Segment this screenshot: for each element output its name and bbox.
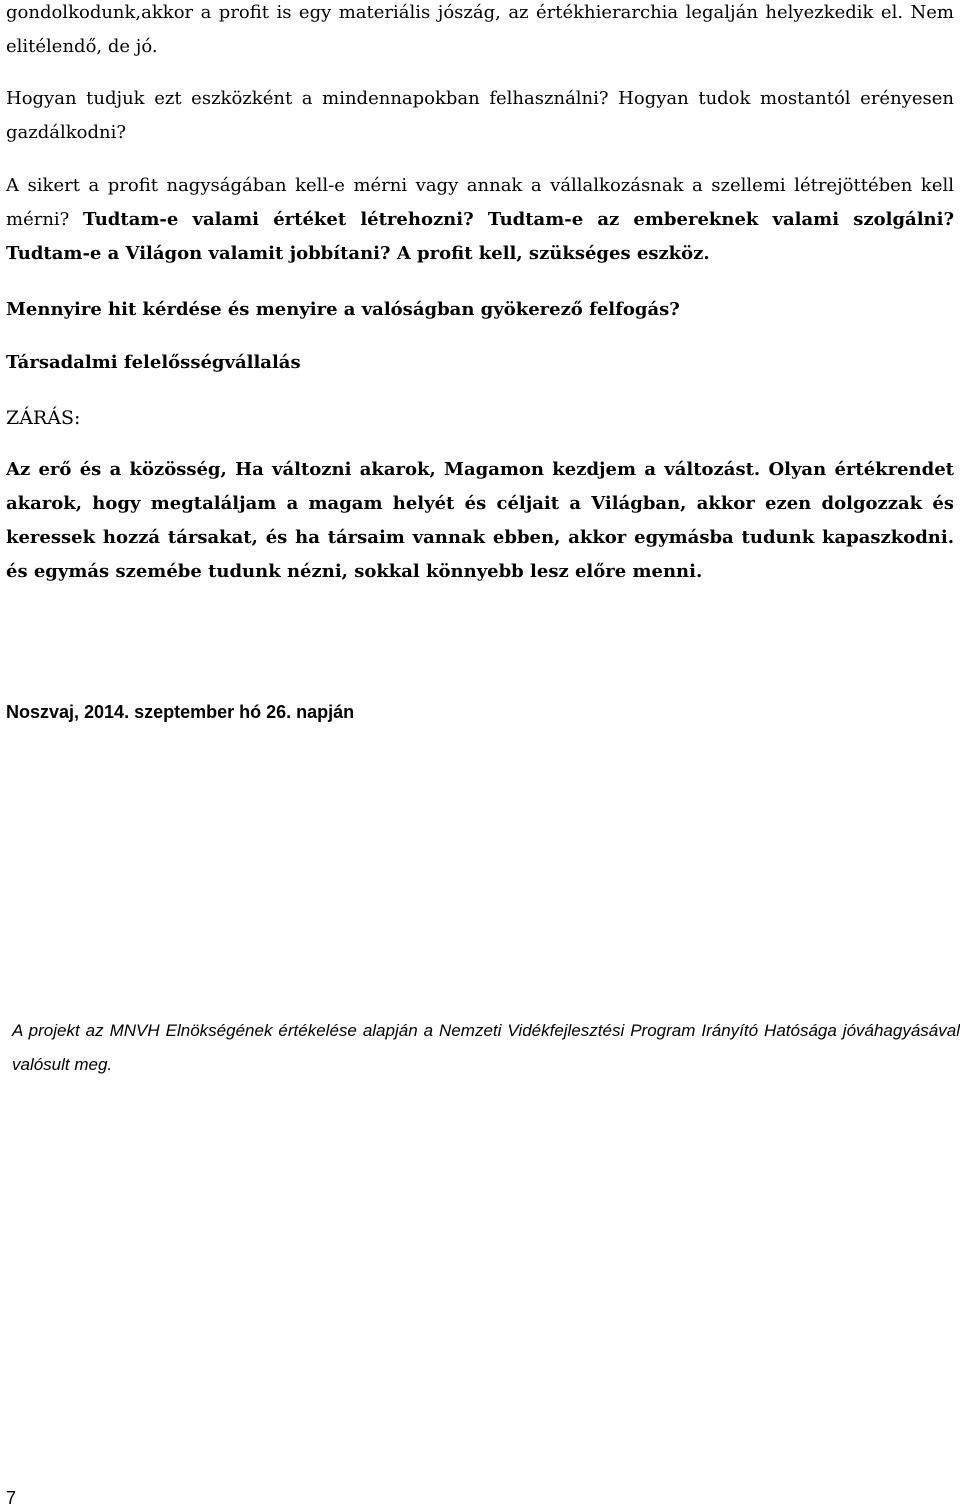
page-number: 7 xyxy=(6,1488,17,1508)
date-line: Noszvaj, 2014. szeptember hó 26. napján xyxy=(6,702,355,722)
footer-project-note: A projekt az MNVH Elnökségének értékelése alapján a Nemzeti Vidékfejlesztési Program Irányító Hatósága jóváhagyásával valósult meg. xyxy=(12,1021,960,1074)
success-question-regular-text: A sikert a profit nagyságában kell-e mérni vagy annak a vállalkozásnak a szellemi létrejöttében kell mérni? xyxy=(6,175,954,230)
paragraph-profit-intro: gondolkodunk,akkor a profit is egy materiális jószág, az értékhierarchia legalján helyezkedik el. Nem elitélendő, de jó. xyxy=(6,2,954,57)
paragraph-closing: Az erő és a közösség, Ha változni akarok, Magamon kezdjem a változást. Olyan értékrendet akarok, hogy megtaláljam a magam helyét és céljait a Világban, akkor ezen dolgozzak és keressek hozzá társakat, és ha társaim vannak ebben, akkor egymásba tudunk kapaszkodni. és egymás szemébe tudunk nézni, sokkal könnyebb lesz előre menni. xyxy=(6,459,954,582)
paragraph-success-question xyxy=(6,169,954,271)
paragraph-social-responsibility: Társadalmi felelősségvállalás xyxy=(6,352,301,373)
closing-heading: ZÁRÁS: xyxy=(6,407,81,429)
success-question-bold-text: Tudtam-e valami értéket létrehozni? Tudtam-e az embereknek valami szolgálni? Tudtam-e a Világon valamit jobbítani? A profit kell, szükséges eszköz. xyxy=(6,209,955,264)
paragraph-how-to-use: Hogyan tudjuk ezt eszközként a mindennapokban felhasználni? Hogyan tudok mostantól erényesen gazdálkodni? xyxy=(6,88,954,143)
paragraph-faith-question: Mennyire hit kérdése és menyire a valóságban gyökerező felfogás? xyxy=(6,299,680,320)
